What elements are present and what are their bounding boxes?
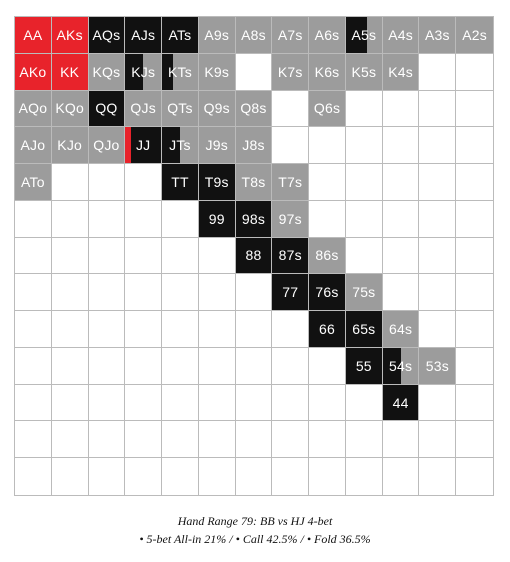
empty-cell bbox=[419, 238, 456, 275]
hand-label: T7s bbox=[278, 173, 303, 190]
empty-cell bbox=[272, 458, 309, 495]
empty-cell bbox=[125, 311, 162, 348]
empty-cell bbox=[346, 385, 383, 422]
hand-cell-88 bbox=[236, 238, 273, 275]
empty-cell bbox=[52, 458, 89, 495]
empty-cell bbox=[89, 274, 126, 311]
empty-cell bbox=[346, 421, 383, 458]
chart-title: Hand Range 79: BB vs HJ 4-bet bbox=[177, 514, 333, 528]
hand-label: K9s bbox=[204, 63, 230, 80]
hand-cell-A6s bbox=[309, 17, 346, 54]
empty-cell bbox=[236, 54, 273, 91]
empty-cell bbox=[52, 238, 89, 275]
empty-cell bbox=[52, 348, 89, 385]
empty-cell bbox=[383, 238, 420, 275]
hand-label: 65s bbox=[352, 321, 376, 338]
hand-label: TT bbox=[171, 173, 189, 190]
hand-label: 44 bbox=[392, 394, 409, 411]
empty-cell bbox=[162, 348, 199, 385]
hand-cell-53s bbox=[419, 348, 456, 385]
empty-cell bbox=[309, 348, 346, 385]
hand-label: QJs bbox=[130, 100, 156, 117]
hand-label: 98s bbox=[241, 210, 266, 227]
hand-cell-54s bbox=[383, 348, 420, 385]
empty-cell bbox=[456, 311, 493, 348]
empty-cell bbox=[346, 127, 383, 164]
hand-label: JTs bbox=[169, 137, 191, 154]
hand-cell-AJo bbox=[15, 127, 52, 164]
empty-cell bbox=[456, 127, 493, 164]
empty-cell bbox=[15, 274, 52, 311]
empty-cell bbox=[15, 348, 52, 385]
empty-cell bbox=[162, 238, 199, 275]
empty-cell bbox=[15, 201, 52, 238]
empty-cell bbox=[162, 311, 199, 348]
empty-cell bbox=[89, 421, 126, 458]
hand-label: 76s bbox=[315, 284, 339, 301]
hand-label: 77 bbox=[282, 284, 299, 301]
hand-label: 88 bbox=[245, 247, 262, 264]
hand-cell-AKo bbox=[15, 54, 52, 91]
hand-cell-44 bbox=[383, 385, 420, 422]
empty-cell bbox=[15, 238, 52, 275]
empty-cell bbox=[309, 164, 346, 201]
hand-label: K6s bbox=[314, 63, 340, 80]
hand-cell-KJo bbox=[52, 127, 89, 164]
empty-cell bbox=[419, 385, 456, 422]
empty-cell bbox=[272, 127, 309, 164]
hand-label: A3s bbox=[424, 26, 450, 43]
empty-cell bbox=[346, 164, 383, 201]
empty-cell bbox=[456, 201, 493, 238]
empty-cell bbox=[383, 164, 420, 201]
hand-label: A2s bbox=[462, 26, 487, 43]
hand-cell-A7s bbox=[272, 17, 309, 54]
empty-cell bbox=[272, 421, 309, 458]
empty-cell bbox=[383, 421, 420, 458]
empty-cell bbox=[125, 348, 162, 385]
empty-cell bbox=[309, 385, 346, 422]
empty-cell bbox=[272, 91, 309, 128]
hand-label: KTs bbox=[167, 63, 192, 80]
hand-label: KQo bbox=[55, 100, 84, 117]
empty-cell bbox=[456, 91, 493, 128]
empty-cell bbox=[15, 311, 52, 348]
empty-cell bbox=[456, 385, 493, 422]
hand-label: A4s bbox=[388, 26, 413, 43]
hand-label: A8s bbox=[241, 26, 266, 43]
hand-cell-KJs bbox=[125, 54, 162, 91]
empty-cell bbox=[272, 348, 309, 385]
hand-label: A7s bbox=[277, 26, 303, 43]
hand-label: QTs bbox=[167, 100, 193, 117]
empty-cell bbox=[309, 458, 346, 495]
empty-cell bbox=[236, 458, 273, 495]
empty-cell bbox=[89, 385, 126, 422]
empty-cell bbox=[199, 421, 236, 458]
hand-label: Q9s bbox=[203, 100, 230, 117]
hand-cell-KQs bbox=[89, 54, 126, 91]
empty-cell bbox=[89, 201, 126, 238]
hand-cell-T9s bbox=[199, 164, 236, 201]
empty-cell bbox=[199, 385, 236, 422]
empty-cell bbox=[89, 164, 126, 201]
hand-label: 55 bbox=[355, 357, 372, 374]
hand-label: KQs bbox=[92, 63, 121, 80]
hand-cell-65s bbox=[346, 311, 383, 348]
empty-cell bbox=[162, 458, 199, 495]
empty-cell bbox=[236, 385, 273, 422]
hand-cell-Q6s bbox=[309, 91, 346, 128]
hand-cell-KK bbox=[52, 54, 89, 91]
chart-legend-text: • 5-bet All-in 21% / • Call 42.5% / • Fold 36.5% bbox=[139, 532, 371, 546]
hand-cell-Q8s bbox=[236, 91, 273, 128]
empty-cell bbox=[346, 238, 383, 275]
empty-cell bbox=[456, 274, 493, 311]
empty-cell bbox=[383, 91, 420, 128]
hand-cell-ATs bbox=[162, 17, 199, 54]
hand-cell-KTs bbox=[162, 54, 199, 91]
hand-cell-76s bbox=[309, 274, 346, 311]
hand-cell-QQ bbox=[89, 91, 126, 128]
empty-cell bbox=[419, 164, 456, 201]
empty-cell bbox=[15, 458, 52, 495]
empty-cell bbox=[125, 238, 162, 275]
hand-cell-A2s bbox=[456, 17, 493, 54]
hand-label: KJs bbox=[131, 63, 156, 80]
empty-cell bbox=[456, 458, 493, 495]
empty-cell bbox=[346, 91, 383, 128]
empty-cell bbox=[419, 91, 456, 128]
hand-label: AKo bbox=[19, 63, 47, 80]
hand-label: ATo bbox=[21, 173, 45, 190]
empty-cell bbox=[419, 421, 456, 458]
hand-cell-QTs bbox=[162, 91, 199, 128]
empty-cell bbox=[162, 421, 199, 458]
empty-cell bbox=[419, 274, 456, 311]
empty-cell bbox=[125, 274, 162, 311]
hand-label: K5s bbox=[351, 63, 377, 80]
hand-cell-A9s bbox=[199, 17, 236, 54]
hand-cell-J9s bbox=[199, 127, 236, 164]
hand-label: A6s bbox=[314, 26, 340, 43]
empty-cell bbox=[419, 311, 456, 348]
hand-cell-K4s bbox=[383, 54, 420, 91]
hand-cell-98s bbox=[236, 201, 273, 238]
hand-cell-AQs bbox=[89, 17, 126, 54]
hand-label: AJo bbox=[20, 137, 46, 154]
empty-cell bbox=[309, 127, 346, 164]
empty-cell bbox=[162, 274, 199, 311]
hand-label: AJs bbox=[131, 26, 156, 43]
hand-cell-JJ bbox=[125, 127, 162, 164]
hand-range-grid bbox=[14, 16, 494, 496]
hand-cell-77 bbox=[272, 274, 309, 311]
hand-cell-AQo bbox=[15, 91, 52, 128]
hand-cell-K5s bbox=[346, 54, 383, 91]
hand-label: AQo bbox=[18, 100, 48, 117]
empty-cell bbox=[89, 311, 126, 348]
chart-caption bbox=[0, 512, 510, 548]
hand-label: AKs bbox=[56, 26, 83, 43]
empty-cell bbox=[309, 201, 346, 238]
empty-cell bbox=[89, 348, 126, 385]
hand-label: 66 bbox=[319, 321, 336, 338]
hand-label: QQ bbox=[95, 100, 118, 117]
hand-cell-55 bbox=[346, 348, 383, 385]
hand-cell-87s bbox=[272, 238, 309, 275]
hand-label: 75s bbox=[352, 284, 376, 301]
hand-label: K7s bbox=[277, 63, 303, 80]
empty-cell bbox=[456, 54, 493, 91]
hand-label: AA bbox=[23, 26, 43, 43]
hand-cell-TT bbox=[162, 164, 199, 201]
hand-label: AQs bbox=[92, 26, 121, 43]
hand-label: 99 bbox=[208, 210, 225, 227]
empty-cell bbox=[456, 421, 493, 458]
empty-cell bbox=[419, 127, 456, 164]
empty-cell bbox=[162, 385, 199, 422]
empty-cell bbox=[346, 201, 383, 238]
hand-label: 53s bbox=[425, 357, 449, 374]
hand-label: Q8s bbox=[240, 100, 267, 117]
empty-cell bbox=[456, 164, 493, 201]
hand-label: ATs bbox=[168, 26, 192, 43]
hand-label: 64s bbox=[388, 321, 413, 338]
empty-cell bbox=[15, 421, 52, 458]
empty-cell bbox=[125, 421, 162, 458]
hand-cell-66 bbox=[309, 311, 346, 348]
hand-cell-86s bbox=[309, 238, 346, 275]
hand-label: T8s bbox=[241, 173, 266, 190]
hand-cell-97s bbox=[272, 201, 309, 238]
hand-label: A9s bbox=[204, 26, 230, 43]
empty-cell bbox=[125, 385, 162, 422]
hand-cell-A4s bbox=[383, 17, 420, 54]
hand-label: 54s bbox=[388, 357, 413, 374]
empty-cell bbox=[272, 385, 309, 422]
empty-cell bbox=[15, 385, 52, 422]
hand-label: KJo bbox=[57, 137, 83, 154]
hand-cell-AKs bbox=[52, 17, 89, 54]
empty-cell bbox=[419, 201, 456, 238]
empty-cell bbox=[125, 201, 162, 238]
empty-cell bbox=[383, 201, 420, 238]
empty-cell bbox=[125, 164, 162, 201]
hand-cell-AA bbox=[15, 17, 52, 54]
empty-cell bbox=[52, 421, 89, 458]
hand-label: J9s bbox=[205, 137, 228, 154]
empty-cell bbox=[419, 54, 456, 91]
hand-cell-QJs bbox=[125, 91, 162, 128]
hand-label: 86s bbox=[315, 247, 339, 264]
hand-label: 97s bbox=[278, 210, 302, 227]
empty-cell bbox=[89, 458, 126, 495]
empty-cell bbox=[236, 348, 273, 385]
hand-cell-J8s bbox=[236, 127, 273, 164]
empty-cell bbox=[199, 311, 236, 348]
hand-cell-A5s bbox=[346, 17, 383, 54]
hand-cell-ATo bbox=[15, 164, 52, 201]
hand-cell-Q9s bbox=[199, 91, 236, 128]
empty-cell bbox=[52, 385, 89, 422]
empty-cell bbox=[383, 274, 420, 311]
hand-label: Q6s bbox=[313, 100, 341, 117]
empty-cell bbox=[236, 274, 273, 311]
hand-cell-64s bbox=[383, 311, 420, 348]
empty-cell bbox=[52, 311, 89, 348]
hand-cell-T8s bbox=[236, 164, 273, 201]
empty-cell bbox=[199, 274, 236, 311]
hand-label: T9s bbox=[204, 173, 229, 190]
hand-cell-K7s bbox=[272, 54, 309, 91]
hand-label: K4s bbox=[388, 63, 413, 80]
empty-cell bbox=[419, 458, 456, 495]
empty-cell bbox=[89, 238, 126, 275]
empty-cell bbox=[272, 311, 309, 348]
empty-cell bbox=[199, 238, 236, 275]
hand-label: QJo bbox=[93, 137, 120, 154]
hand-cell-AJs bbox=[125, 17, 162, 54]
hand-label: 87s bbox=[278, 247, 302, 264]
empty-cell bbox=[456, 238, 493, 275]
hand-label: A5s bbox=[351, 26, 377, 43]
empty-cell bbox=[52, 201, 89, 238]
empty-cell bbox=[383, 458, 420, 495]
empty-cell bbox=[199, 458, 236, 495]
empty-cell bbox=[456, 348, 493, 385]
hand-cell-T7s bbox=[272, 164, 309, 201]
hand-label: JJ bbox=[135, 137, 151, 154]
hand-cell-75s bbox=[346, 274, 383, 311]
hand-cell-KQo bbox=[52, 91, 89, 128]
hand-cell-K6s bbox=[309, 54, 346, 91]
empty-cell bbox=[346, 458, 383, 495]
empty-cell bbox=[236, 311, 273, 348]
hand-cell-K9s bbox=[199, 54, 236, 91]
empty-cell bbox=[383, 127, 420, 164]
hand-cell-A8s bbox=[236, 17, 273, 54]
hand-cell-QJo bbox=[89, 127, 126, 164]
hand-cell-99 bbox=[199, 201, 236, 238]
empty-cell bbox=[199, 348, 236, 385]
hand-label: J8s bbox=[242, 137, 265, 154]
empty-cell bbox=[52, 274, 89, 311]
hand-cell-A3s bbox=[419, 17, 456, 54]
hand-label: KK bbox=[60, 63, 80, 80]
empty-cell bbox=[309, 421, 346, 458]
empty-cell bbox=[162, 201, 199, 238]
empty-cell bbox=[125, 458, 162, 495]
hand-cell-JTs bbox=[162, 127, 199, 164]
empty-cell bbox=[236, 421, 273, 458]
empty-cell bbox=[52, 164, 89, 201]
